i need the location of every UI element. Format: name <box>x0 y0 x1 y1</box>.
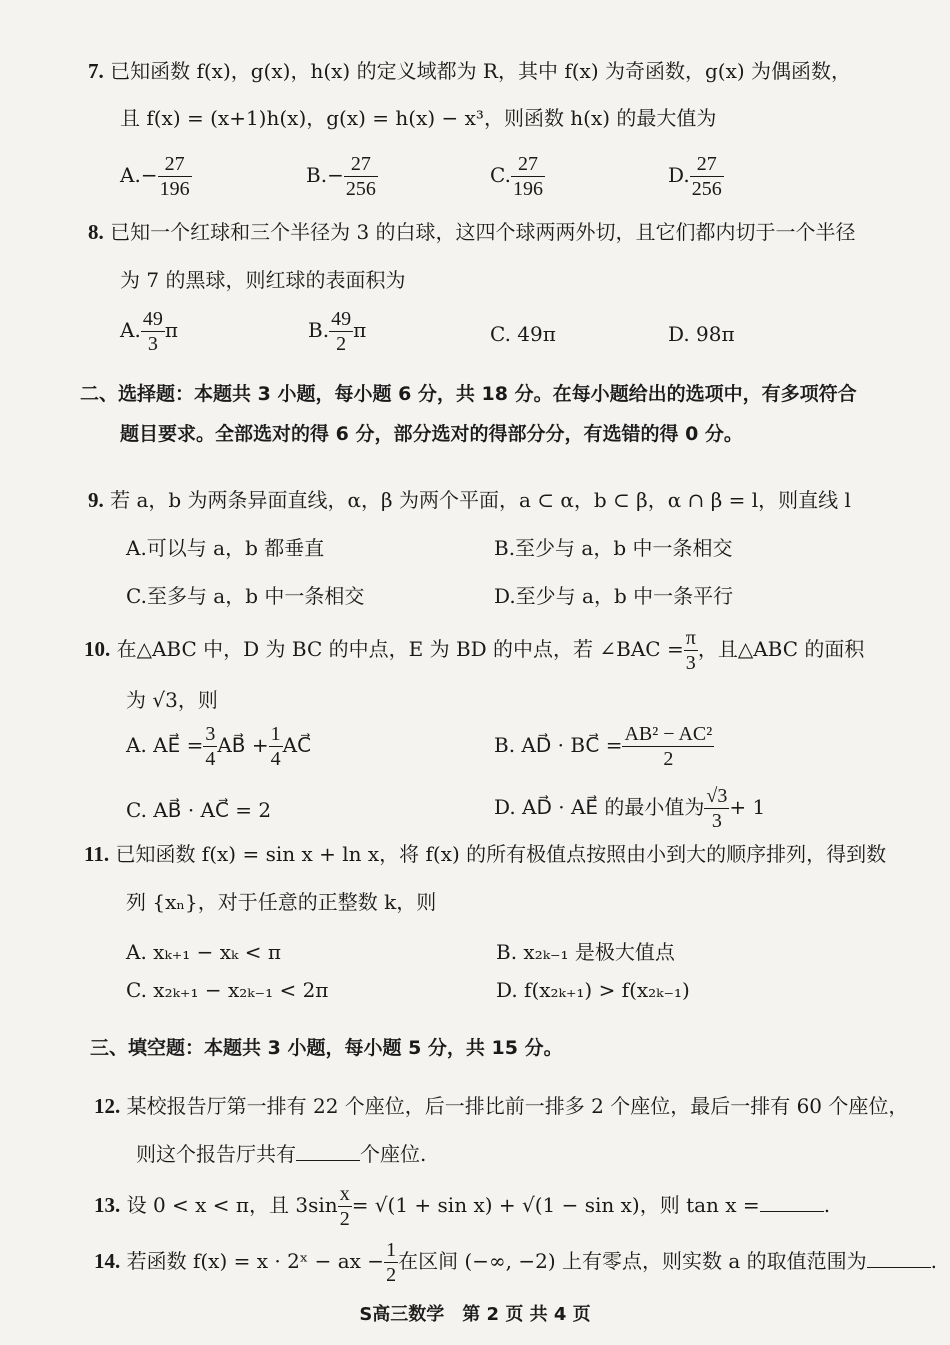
q8-number: 8. <box>88 220 104 244</box>
denominator: 3 <box>685 652 696 674</box>
option-b-pre: B. AD⃗ · BC⃗ = <box>494 733 623 757</box>
numerator: 1 <box>386 1239 397 1261</box>
pi-symbol: π <box>164 318 178 342</box>
q10-option-d <box>494 782 765 833</box>
q9-option-c: C.至多与 a，b 中一条相交 <box>126 584 365 608</box>
numerator: 49 <box>142 308 163 330</box>
answer-blank[interactable] <box>867 1249 931 1268</box>
q7-option-b <box>306 152 378 201</box>
denominator: 2 <box>336 333 347 355</box>
option-sign: − <box>140 163 158 187</box>
q8-stem-line1: 已知一个红球和三个半径为 3 的白球，这四个球两两外切，且它们都内切于一个半径 <box>110 220 856 244</box>
numerator: 3 <box>205 723 216 745</box>
q12-line2 <box>136 1140 426 1168</box>
q11-number: 11. <box>84 842 110 866</box>
option-label: B. <box>308 318 330 342</box>
numerator: 27 <box>511 152 545 177</box>
q14-end: . <box>930 1249 938 1273</box>
fraction <box>511 152 545 201</box>
pi-symbol: π <box>353 318 367 342</box>
numerator: π <box>685 627 696 649</box>
q9-stem-text: 若 a，b 为两条异面直线，α，β 为两个平面，a ⊂ α，b ⊂ β，α ∩ β = l，则直线 l <box>110 488 851 512</box>
q11-option-b: B. x₂ₖ₋₁ 是极大值点 <box>496 940 675 964</box>
q12-line2-post: 个座位. <box>360 1142 427 1166</box>
option-a-post: AC⃗ <box>282 733 312 757</box>
q11-stem-line1: 已知函数 f(x) = sin x + ln x，将 f(x) 的所有极值点按照由小到大的顺序排列，得到数 <box>115 842 887 866</box>
denominator: 4 <box>270 748 281 770</box>
q10-line1 <box>84 624 864 675</box>
q14-post: 在区间 (−∞, −2) 上有零点，则实数 a 的取值范围为 <box>398 1249 867 1273</box>
q11-option-a: A. xₖ₊₁ − xₖ < π <box>126 940 281 964</box>
q12-line2-pre: 则这个报告厅共有 <box>136 1142 296 1166</box>
denominator: 2 <box>386 1264 397 1286</box>
numerator: 1 <box>270 723 281 745</box>
numerator: 27 <box>158 152 192 177</box>
fraction <box>690 152 724 201</box>
q11-option-c: C. x₂ₖ₊₁ − x₂ₖ₋₁ < 2π <box>126 978 329 1002</box>
q9-option-d: D.至少与 a，b 中一条平行 <box>494 584 734 608</box>
q10-number: 10. <box>84 637 111 661</box>
numerator: 27 <box>344 152 378 177</box>
q13-pre: 设 0 < x < π，且 3sin <box>126 1193 338 1217</box>
fraction <box>622 722 714 771</box>
q8-option-c: C. 49π <box>490 322 556 346</box>
q9-stem <box>88 486 851 514</box>
q11-line1 <box>84 840 886 868</box>
q11-line2: 列 {xₙ}，对于任意的正整数 k，则 <box>126 890 437 914</box>
denominator: 3 <box>147 333 158 355</box>
q8-option-a <box>120 307 178 356</box>
q9-option-b: B.至少与 a，b 中一条相交 <box>494 536 733 560</box>
q10-option-c: C. AB⃗ · AC⃗ = 2 <box>126 798 272 822</box>
q8-line1 <box>88 218 856 246</box>
q8-option-b <box>308 307 366 356</box>
q7-option-c <box>490 152 545 201</box>
fraction <box>141 307 165 356</box>
numerator: AB² − AC² <box>624 723 713 745</box>
denominator: 196 <box>159 178 190 200</box>
fraction <box>203 722 217 771</box>
fraction <box>384 1238 398 1287</box>
answer-blank[interactable] <box>296 1142 360 1161</box>
denominator: 3 <box>711 810 722 832</box>
option-d-pre: D. AD⃗ · AE⃗ 的最小值为 <box>494 795 705 819</box>
q10-stem-post: ，且△ABC 的面积 <box>697 637 865 661</box>
section-2-heading-line2: 题目要求。全部选对的得 6 分，部分选对的得部分分，有选错的得 0 分。 <box>120 423 743 445</box>
denominator: 2 <box>663 748 674 770</box>
q12-line1 <box>94 1092 908 1120</box>
q7-option-a <box>120 152 192 201</box>
option-a-mid: AB⃗ + <box>217 733 269 757</box>
q7-stem-line1: 已知函数 f(x)，g(x)，h(x) 的定义域都为 R，其中 f(x) 为奇函数，g(x) 为偶函数， <box>110 59 852 83</box>
q7-option-d <box>668 152 724 201</box>
q14-number: 14. <box>94 1249 121 1273</box>
page-footer: S高三数学 第 2 页 共 4 页 <box>359 1304 591 1325</box>
q9-number: 9. <box>88 488 104 512</box>
option-d-post: + 1 <box>729 795 766 819</box>
denominator: 2 <box>339 1208 350 1230</box>
numerator: x <box>339 1183 350 1205</box>
fraction <box>704 784 729 833</box>
q13-line <box>94 1180 830 1231</box>
q14-pre: 若函数 f(x) = x · 2ˣ − ax − <box>126 1249 385 1273</box>
option-label: C. <box>490 163 511 187</box>
q7-line2: 且 f(x) = (x+1)h(x)，g(x) = h(x) − x³，则函数 h(x) 的最大值为 <box>120 106 717 130</box>
fraction <box>344 152 378 201</box>
fraction <box>338 1182 352 1231</box>
q13-end: . <box>823 1193 831 1217</box>
fraction <box>269 722 283 771</box>
q10-line2: 为 √3，则 <box>126 688 218 712</box>
q13-number: 13. <box>94 1193 121 1217</box>
q8-line2: 为 7 的黑球，则红球的表面积为 <box>120 268 406 292</box>
option-label: B. <box>306 163 328 187</box>
q12-stem-line1: 某校报告厅第一排有 22 个座位，后一排比前一排多 2 个座位，最后一排有 60 个座位， <box>126 1094 909 1118</box>
q10-option-a <box>126 720 311 771</box>
q10-stem-pre: 在△ABC 中，D 为 BC 的中点，E 为 BD 的中点，若 ∠BAC = <box>116 637 684 661</box>
denominator: 4 <box>205 748 216 770</box>
q11-option-d: D. f(x₂ₖ₊₁) > f(x₂ₖ₋₁) <box>496 978 690 1002</box>
section-3-heading: 三、填空题：本题共 3 小题，每小题 5 分，共 15 分。 <box>90 1037 563 1059</box>
numerator: 27 <box>690 152 724 177</box>
q9-option-a: A.可以与 a，b 都垂直 <box>126 536 325 560</box>
numerator: 49 <box>331 308 352 330</box>
q14-line <box>94 1236 937 1287</box>
option-sign: − <box>327 163 344 187</box>
option-label: A. <box>120 163 141 187</box>
fraction <box>329 307 353 356</box>
fraction <box>158 152 192 201</box>
q7-number: 7. <box>88 59 104 83</box>
numerator: √3 <box>706 785 728 807</box>
q8-option-d: D. 98π <box>668 322 735 346</box>
q10-option-b <box>494 720 714 771</box>
denominator: 256 <box>691 178 722 200</box>
option-label: D. <box>668 163 690 187</box>
q7-line1 <box>88 57 851 85</box>
answer-blank[interactable] <box>760 1193 824 1212</box>
angle-fraction <box>684 626 698 675</box>
q12-number: 12. <box>94 1094 121 1118</box>
section-2-heading-line1: 二、选择题：本题共 3 小题，每小题 6 分，共 18 分。在每小题给出的选项中，有多项符合 <box>80 383 857 405</box>
denominator: 256 <box>345 178 376 200</box>
option-label: A. <box>120 318 141 342</box>
denominator: 196 <box>512 178 543 200</box>
option-a-pre: A. AE⃗ = <box>126 733 204 757</box>
q13-post: = √(1 + sin x) + √(1 − sin x)，则 tan x = <box>351 1193 760 1217</box>
